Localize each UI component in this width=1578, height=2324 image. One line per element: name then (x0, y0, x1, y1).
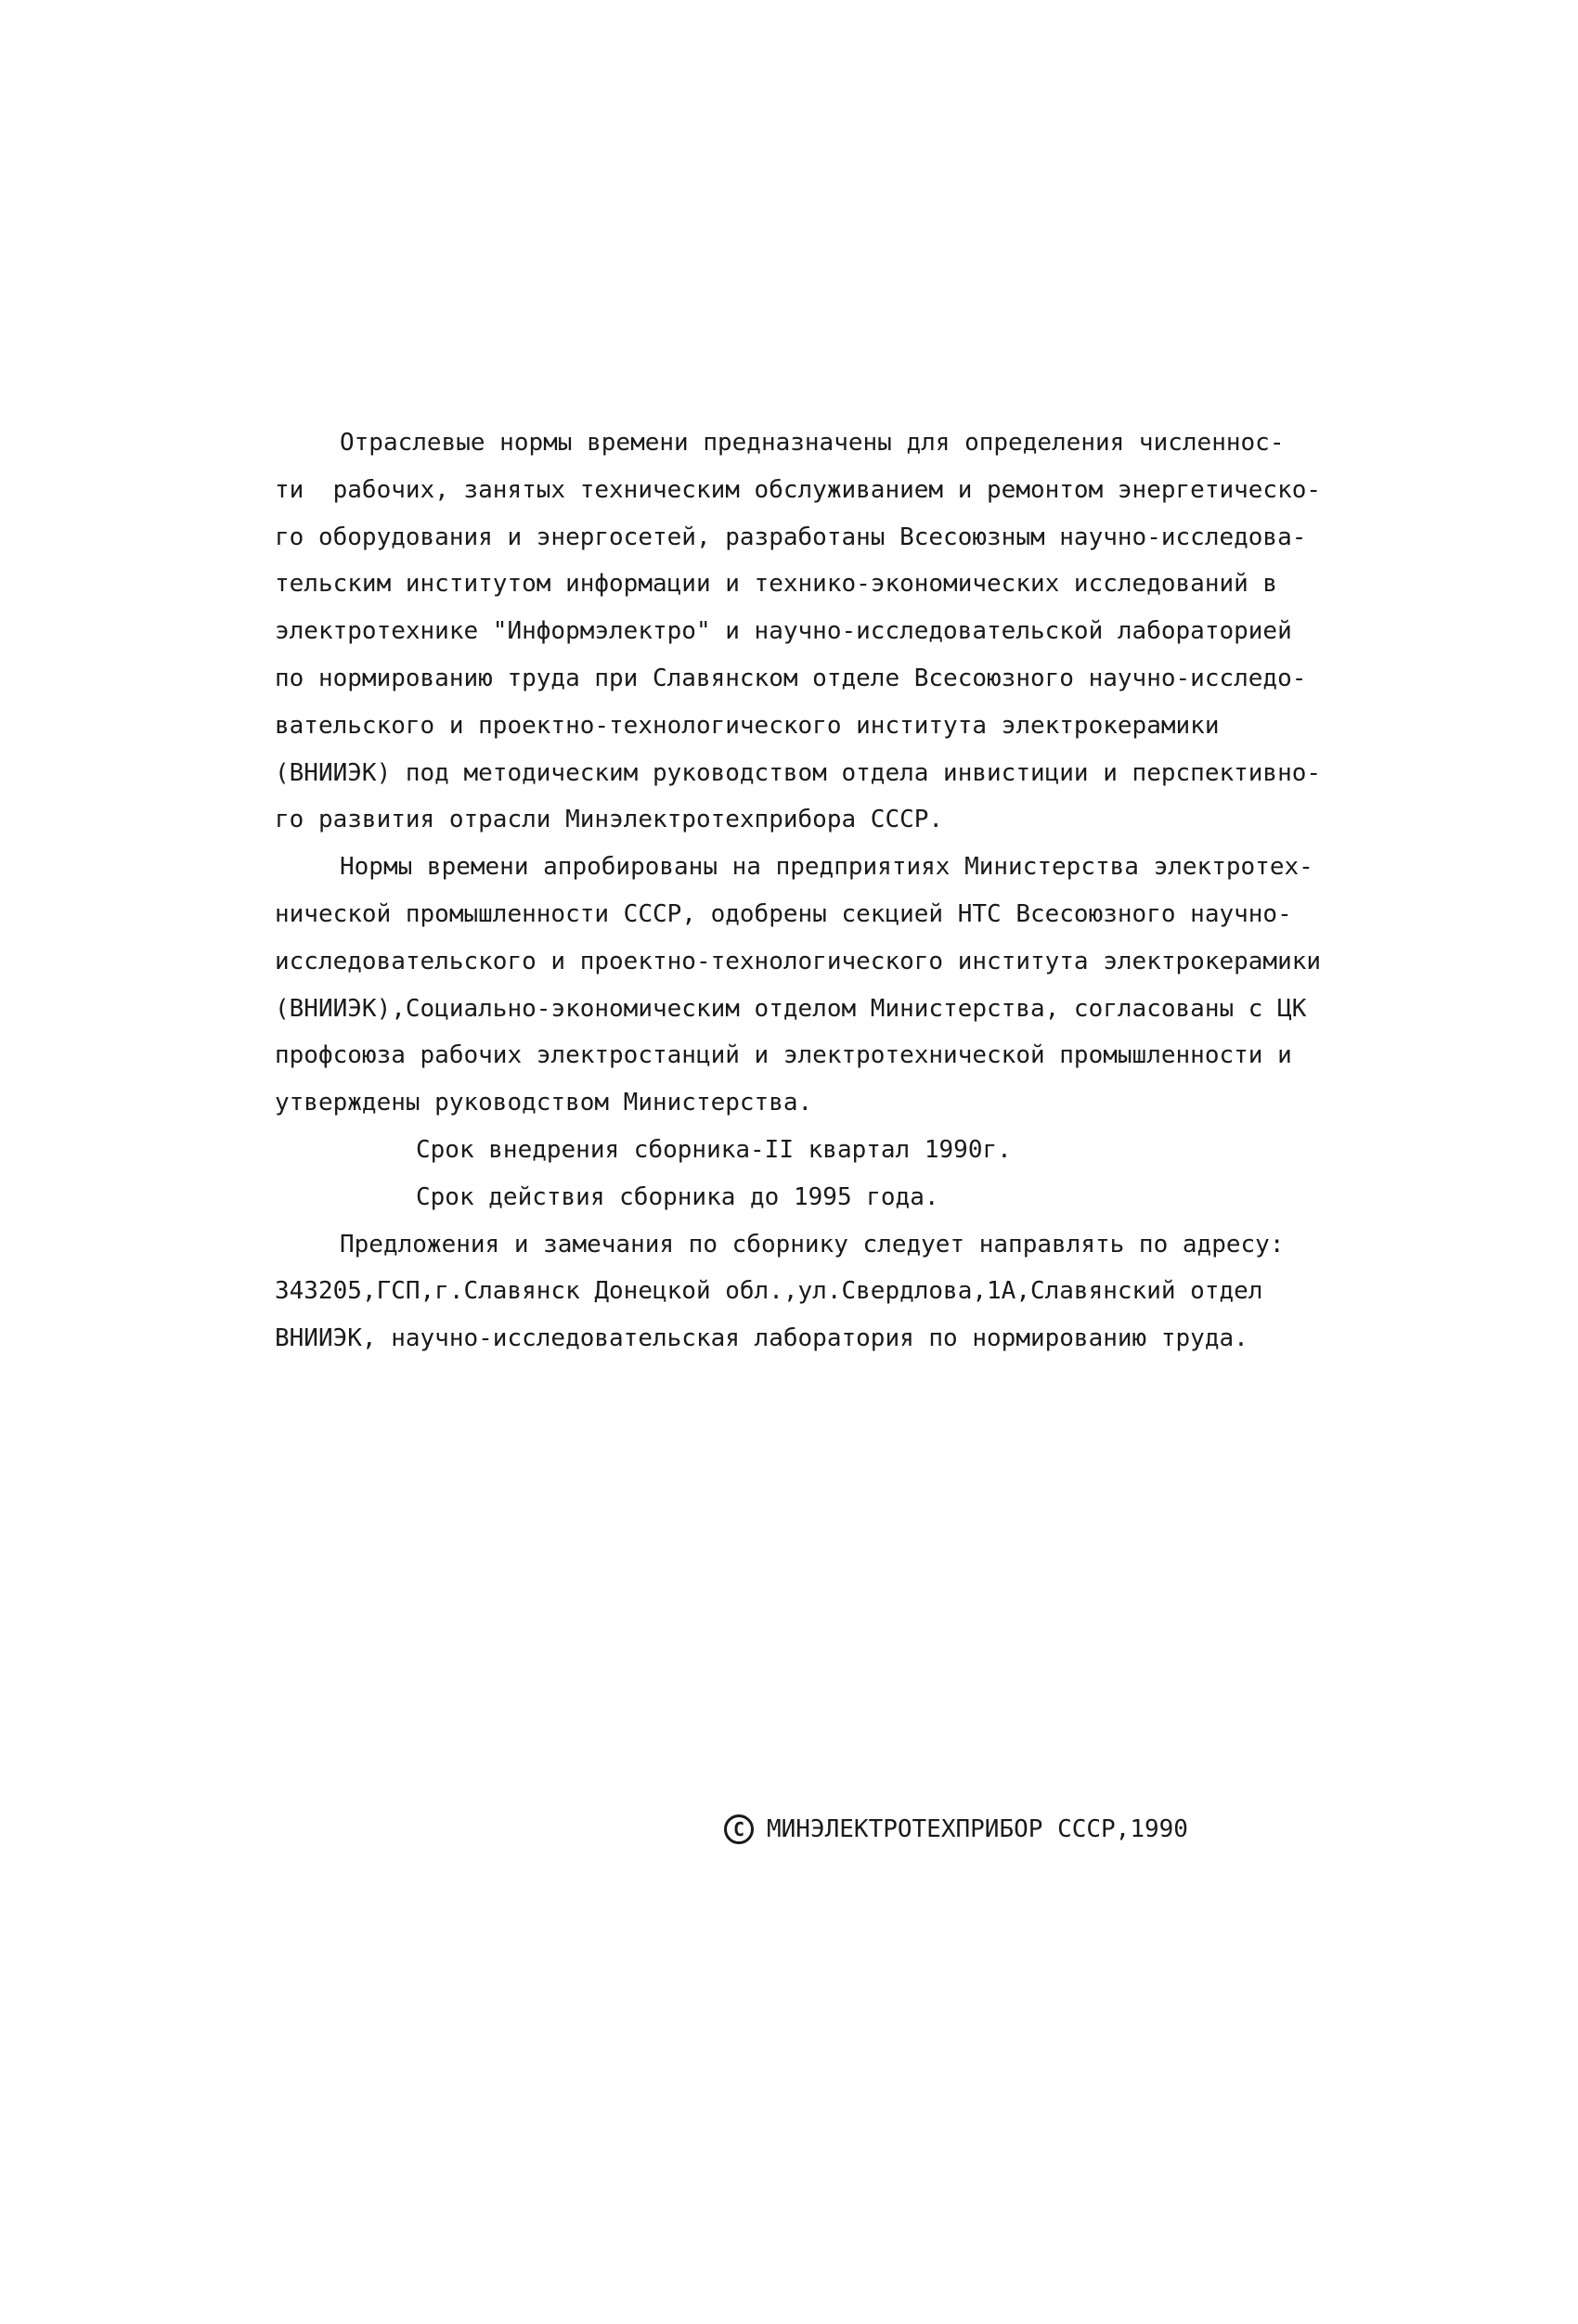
validity-term: Срок действия сборника до 1995 года. (416, 1182, 939, 1211)
text-line: Отраслевые нормы времени предназначены для определения численнос- (340, 429, 1285, 457)
text-line: ти рабочих, занятых техническим обслуживанием и ремонтом энергетическо- (275, 475, 1322, 504)
copyright-notice (724, 1814, 1188, 1844)
text-line: утверждены руководством Министерства. (275, 1089, 813, 1117)
text-line: (ВНИИЭК) под методическим руководством отдела инвистиции и перспективно- (275, 758, 1322, 787)
text-line: нической промышленности СССР, одобрены секцией НТС Всесоюзного научно- (275, 899, 1292, 928)
paragraph-contact-address (275, 1221, 1305, 1362)
text-line: профсоюза рабочих электростанций и электротехнической промышленности и (275, 1041, 1292, 1070)
postal-address: 343205,ГСП,г.Славянск Донецкой обл.,ул.Свердлова,1А,Славянский отдел (275, 1277, 1263, 1306)
document-body (275, 420, 1322, 1362)
text-line: Нормы времени апробированы на предприятиях Министерства электротех- (340, 853, 1313, 882)
text-line: го оборудования и энергосетей, разработаны Всесоюзным научно-исследова- (275, 523, 1307, 551)
paragraph-approval (275, 844, 1322, 1127)
text-line: по нормированию труда при Славянском отделе Всесоюзного научно-исследо- (275, 664, 1307, 692)
text-line: Предложения и замечания по сборнику следует направлять по адресу: (340, 1230, 1285, 1259)
copyright-text: МИНЭЛЕКТРОТЕХПРИБОР СССР,1990 (767, 1815, 1188, 1843)
text-line: (ВНИИЭК),Социально-экономическим отделом Министерства, согласованы с ЦК (275, 994, 1307, 1023)
paragraph-terms (275, 1127, 1305, 1221)
copyright-icon: C (724, 1814, 754, 1844)
text-line: тельским институтом информации и технико-экономических исследований в (275, 570, 1278, 599)
text-line: ВНИИЭК, научно-исследовательская лаборатория по нормированию труда. (275, 1324, 1248, 1353)
text-line: вательского и проектно-технологического института электрокерамики (275, 711, 1220, 740)
paragraph-norms-purpose (275, 420, 1322, 844)
implementation-term: Срок внедрения сборника-II квартал 1990г. (416, 1135, 1012, 1164)
text-line: исследовательского и проектно-технологического института электрокерамики (275, 947, 1322, 975)
text-line: электротехнике "Информэлектро" и научно-исследовательской лабораторией (275, 617, 1292, 646)
text-line: го развития отрасли Минэлектротехприбора СССР. (275, 806, 944, 834)
